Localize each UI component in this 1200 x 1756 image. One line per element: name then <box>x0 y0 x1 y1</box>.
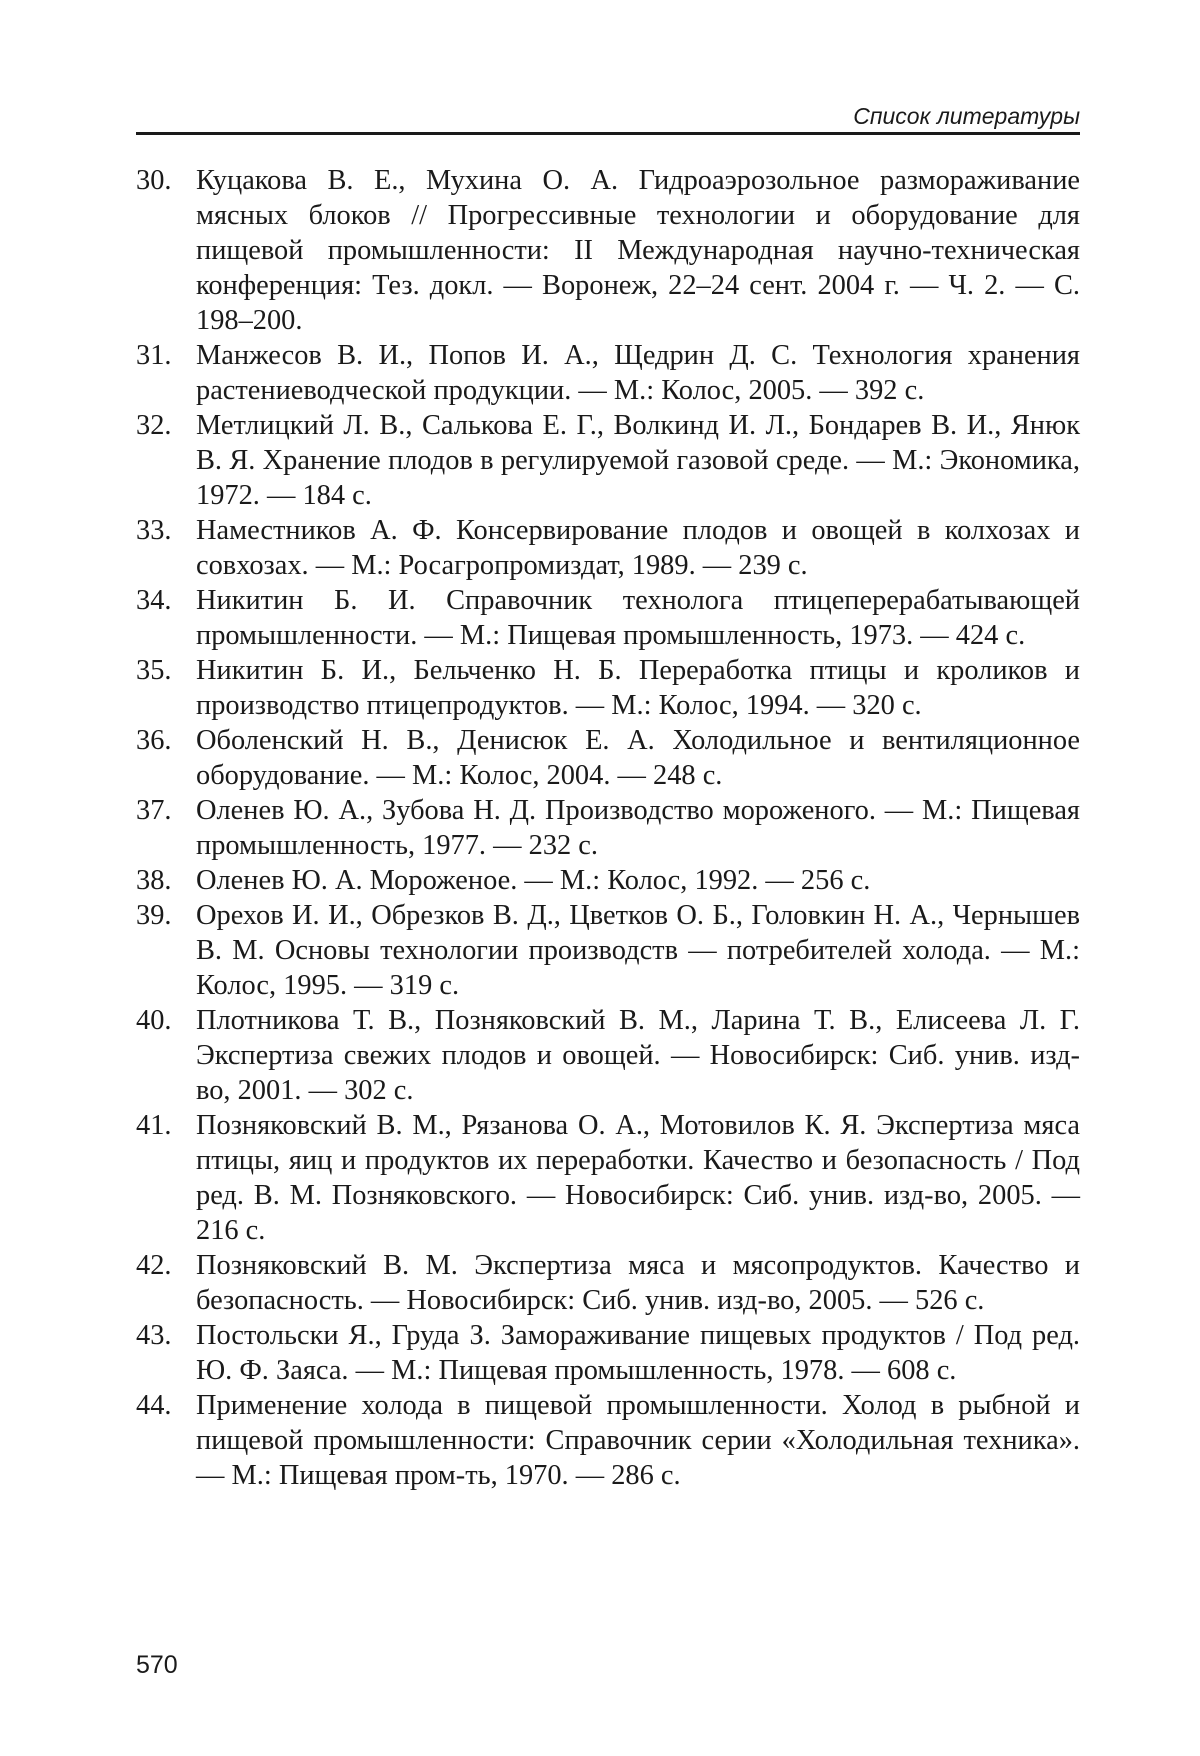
reference-item <box>136 338 1080 408</box>
reference-text: Никитин Б. И. Справочник технолога птицеперерабатывающей промышленности. — М.: Пищевая промышленность, 1973. — 424 с. <box>196 585 1080 651</box>
reference-item <box>136 1318 1080 1388</box>
reference-item <box>136 863 1080 898</box>
reference-list <box>136 163 1080 1493</box>
reference-text: Позняковский В. М., Рязанова О. А., Мотовилов К. Я. Экспертиза мяса птицы, яиц и продуктов их переработки. Качество и безопасность / Под ред. В. М. Позняковского. — Новосибирск: Сиб. унив. изд-во, 2005. — 216 с. <box>196 1110 1080 1246</box>
reference-text: Оленев Ю. А. Мороженое. — М.: Колос, 1992. — 256 с. <box>196 865 871 896</box>
reference-text: Оленев Ю. А., Зубова Н. Д. Производство мороженого. — М.: Пищевая промышленность, 1977. — 232 с. <box>196 795 1080 861</box>
reference-number: 37. <box>136 795 172 826</box>
reference-text: Куцакова В. Е., Мухина О. А. Гидроаэрозольное размораживание мясных блоков // Прогрессивные технологии и оборудование для пищевой промышленности: II Международная научно-техническая конференция: Тез. докл. — Воронеж, 22–24 сент. 2004 г. — Ч. 2. — С. 198–200. <box>196 165 1080 336</box>
page-number: 570 <box>136 1651 178 1679</box>
reference-number: 39. <box>136 900 172 931</box>
reference-text: Постольски Я., Груда З. Замораживание пищевых продуктов / Под ред. Ю. Ф. Заяса. — М.: Пищевая промышленность, 1978. — 608 с. <box>196 1320 1080 1386</box>
reference-text: Плотникова Т. В., Позняковский В. М., Ларина Т. В., Елисеева Л. Г. Экспертиза свежих плодов и овощей. — Новосибирск: Сиб. унив. изд-во, 2001. — 302 с. <box>196 1005 1080 1106</box>
reference-number: 36. <box>136 725 172 756</box>
reference-item <box>136 898 1080 1003</box>
reference-number: 30. <box>136 165 172 196</box>
reference-number: 38. <box>136 865 172 896</box>
reference-number: 32. <box>136 410 172 441</box>
reference-text: Манжесов В. И., Попов И. А., Щедрин Д. С. Технология хранения растениеводческой продукции. — М.: Колос, 2005. — 392 с. <box>196 340 1080 406</box>
reference-text: Орехов И. И., Обрезков В. Д., Цветков О. Б., Головкин Н. А., Чернышев В. М. Основы технологии производств — потребителей холода. — М.: Колос, 1995. — 319 с. <box>196 900 1080 1001</box>
reference-number: 33. <box>136 515 172 546</box>
reference-item <box>136 723 1080 793</box>
reference-item <box>136 653 1080 723</box>
running-title: Список литературы <box>853 103 1080 129</box>
reference-text: Позняковский В. М. Экспертиза мяса и мясопродуктов. Качество и безопасность. — Новосибирск: Сиб. унив. изд-во, 2005. — 526 с. <box>196 1250 1080 1316</box>
reference-text: Никитин Б. И., Бельченко Н. Б. Переработка птицы и кроликов и производство птицепродуктов. — М.: Колос, 1994. — 320 с. <box>196 655 1080 721</box>
reference-text: Наместников А. Ф. Консервирование плодов и овощей в колхозах и совхозах. — М.: Росагропромиздат, 1989. — 239 с. <box>196 515 1080 581</box>
reference-item <box>136 1108 1080 1248</box>
reference-item <box>136 163 1080 338</box>
reference-number: 43. <box>136 1320 172 1351</box>
reference-item <box>136 408 1080 513</box>
reference-number: 41. <box>136 1110 172 1141</box>
reference-item <box>136 583 1080 653</box>
reference-text: Оболенский Н. В., Денисюк Е. А. Холодильное и вентиляционное оборудование. — М.: Колос, 2004. — 248 с. <box>196 725 1080 791</box>
reference-item <box>136 1003 1080 1108</box>
reference-text: Метлицкий Л. В., Салькова Е. Г., Волкинд И. Л., Бондарев В. И., Янюк В. Я. Хранение плодов в регулируемой газовой среде. — М.: Экономика, 1972. — 184 с. <box>196 410 1080 511</box>
reference-number: 31. <box>136 340 172 371</box>
reference-number: 34. <box>136 585 172 616</box>
reference-text: Применение холода в пищевой промышленности. Холод в рыбной и пищевой промышленности: Справочник серии «Холодильная техника». — М.: Пищевая пром-ть, 1970. — 286 с. <box>196 1390 1080 1491</box>
reference-item <box>136 1388 1080 1493</box>
reference-number: 44. <box>136 1390 172 1421</box>
reference-item <box>136 513 1080 583</box>
reference-number: 40. <box>136 1005 172 1036</box>
reference-item <box>136 793 1080 863</box>
reference-item <box>136 1248 1080 1318</box>
reference-number: 42. <box>136 1250 172 1281</box>
reference-number: 35. <box>136 655 172 686</box>
running-head <box>136 100 1080 135</box>
